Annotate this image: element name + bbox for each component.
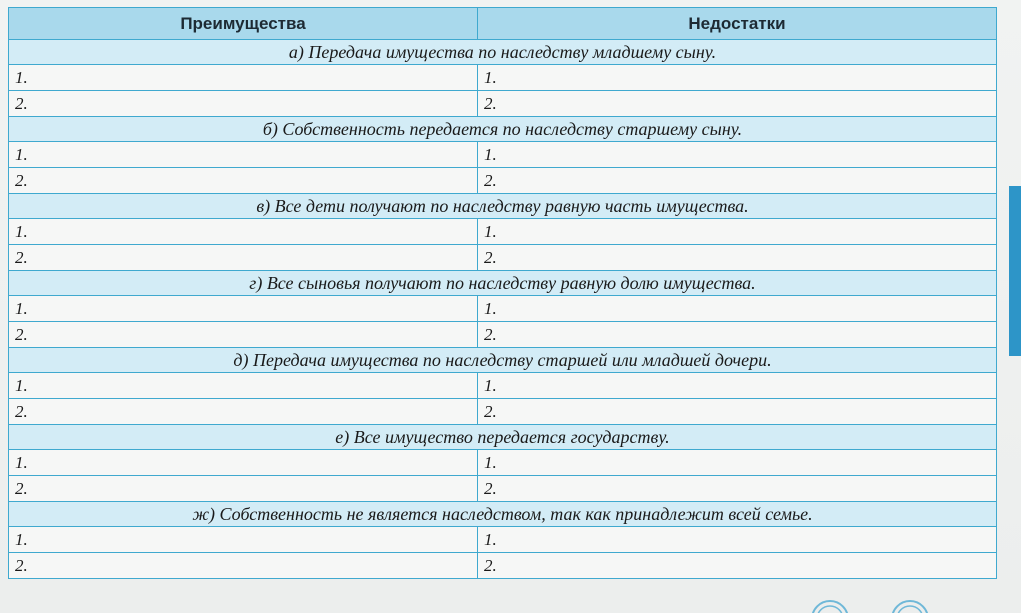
table-row [9,527,997,553]
item-number: 1. [15,298,28,318]
item-number: 2. [484,247,497,267]
pros-cell[interactable] [9,553,478,579]
item-number: 1. [484,67,497,87]
pros-cell[interactable] [9,245,478,271]
item-number: 2. [15,247,28,267]
item-number: 2. [15,170,28,190]
pros-cell[interactable] [9,296,478,322]
item-number: 2. [15,555,28,575]
section-title: г) Все сыновья получают по наследству равную долю имущества. [9,271,997,296]
section-title: е) Все имущество передается государству. [9,425,997,450]
item-number: 1. [15,144,28,164]
item-number: 2. [484,93,497,113]
item-number: 2. [484,401,497,421]
cons-cell[interactable] [478,219,997,245]
item-number: 1. [15,452,28,472]
pros-cell[interactable] [9,142,478,168]
pros-cell[interactable] [9,168,478,194]
table-row [9,476,997,502]
table-row [9,322,997,348]
section-row-v [9,194,997,219]
pros-cell[interactable] [9,399,478,425]
pros-cell[interactable] [9,527,478,553]
item-number: 1. [15,529,28,549]
cons-cell[interactable] [478,65,997,91]
item-number: 1. [484,298,497,318]
item-number: 2. [484,555,497,575]
item-number: 2. [15,401,28,421]
item-number: 1. [484,375,497,395]
item-number: 1. [484,452,497,472]
cons-cell[interactable] [478,296,997,322]
pros-cons-table [8,7,997,579]
cons-cell[interactable] [478,399,997,425]
table-row [9,142,997,168]
table-row [9,450,997,476]
table-row [9,245,997,271]
cons-cell[interactable] [478,91,997,117]
pros-cell[interactable] [9,450,478,476]
item-number: 2. [15,478,28,498]
pros-cell[interactable] [9,476,478,502]
pros-cell[interactable] [9,219,478,245]
header-pros: Преимущества [9,8,478,40]
cons-cell[interactable] [478,142,997,168]
pros-cell[interactable] [9,91,478,117]
item-number: 2. [15,93,28,113]
pros-cell[interactable] [9,373,478,399]
item-number: 1. [15,375,28,395]
section-title: ж) Собственность не является наследством, так как принадлежит всей семье. [9,502,997,527]
table-row [9,219,997,245]
cons-cell[interactable] [478,476,997,502]
table-row [9,399,997,425]
item-number: 1. [484,529,497,549]
item-number: 2. [484,478,497,498]
cons-cell[interactable] [478,373,997,399]
table-row [9,168,997,194]
section-row-d [9,348,997,373]
cons-cell[interactable] [478,245,997,271]
section-title: д) Передача имущества по наследству старшей или младшей дочери. [9,348,997,373]
section-row-g [9,271,997,296]
item-number: 2. [484,324,497,344]
section-title: а) Передача имущества по наследству младшему сыну. [9,40,997,65]
pros-cell[interactable] [9,322,478,348]
table-row [9,65,997,91]
item-number: 1. [484,144,497,164]
pros-cell[interactable] [9,65,478,91]
table-row [9,91,997,117]
section-row-a [9,40,997,65]
table-row [9,373,997,399]
section-row-e [9,425,997,450]
cons-cell[interactable] [478,553,997,579]
item-number: 1. [15,221,28,241]
cons-cell[interactable] [478,527,997,553]
section-row-b [9,117,997,142]
item-number: 2. [15,324,28,344]
header-row [9,8,997,40]
section-title: б) Собственность передается по наследству старшему сыну. [9,117,997,142]
cons-cell[interactable] [478,322,997,348]
table-row [9,553,997,579]
section-title: в) Все дети получают по наследству равную часть имущества. [9,194,997,219]
item-number: 2. [484,170,497,190]
cons-cell[interactable] [478,168,997,194]
header-cons: Недостатки [478,8,997,40]
side-tab-marker [1009,186,1021,356]
cons-cell[interactable] [478,450,997,476]
decorative-circles-icon [808,597,938,613]
table-row [9,296,997,322]
section-row-zh [9,502,997,527]
item-number: 1. [484,221,497,241]
item-number: 1. [15,67,28,87]
